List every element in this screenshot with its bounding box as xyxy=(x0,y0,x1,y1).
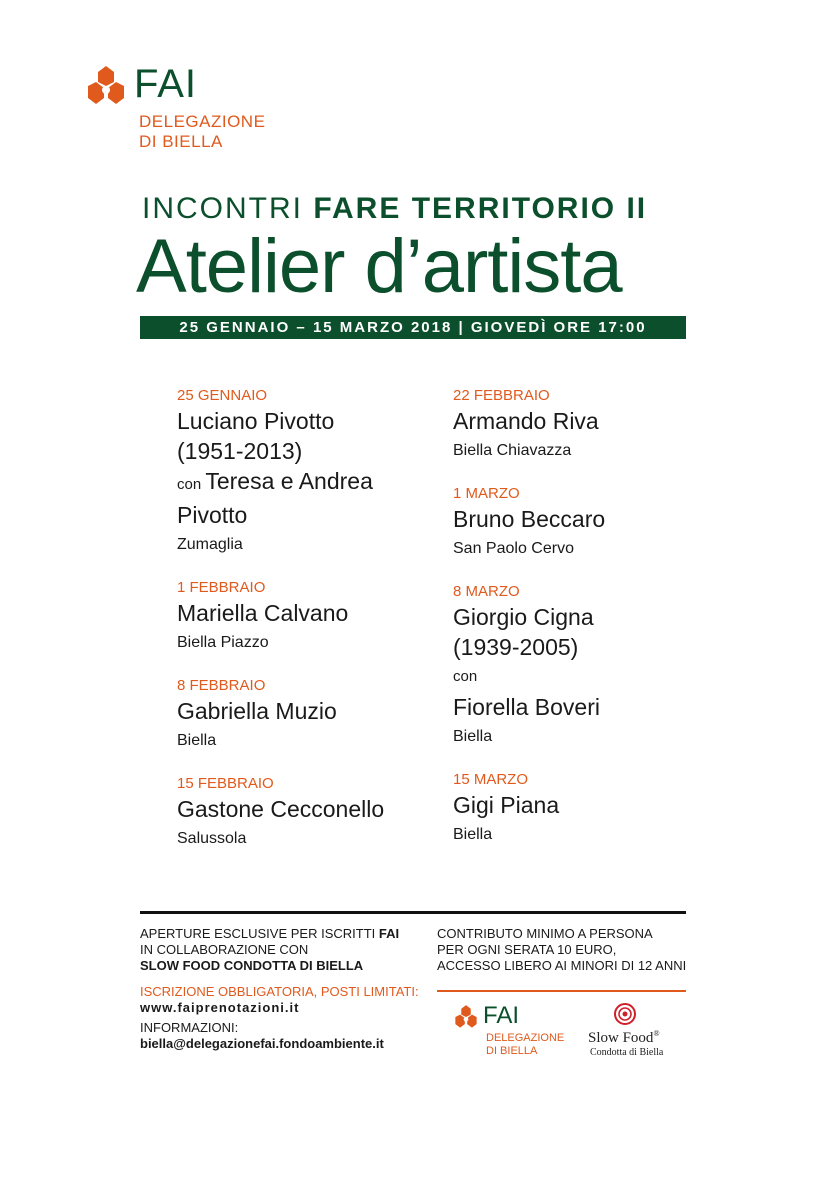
event-item xyxy=(453,484,703,560)
event-with-name: Fiorella Boveri xyxy=(453,694,600,720)
subtitle-light: INCONTRI xyxy=(142,192,303,225)
event-date: 1 MARZO xyxy=(453,485,520,502)
event-with xyxy=(177,466,427,500)
footer-left xyxy=(140,926,430,1052)
event-date: 15 FEBBRAIO xyxy=(177,775,274,792)
event-item xyxy=(177,386,427,556)
event-place: Biella xyxy=(177,732,217,749)
fai-trefoil-icon xyxy=(453,1004,479,1030)
event-place: San Paolo Cervo xyxy=(453,540,574,557)
footer-collab: IN COLLABORAZIONE CON xyxy=(140,942,309,957)
slowfood-name xyxy=(588,1029,660,1047)
event-artist: Gastone Cecconello xyxy=(177,796,385,822)
event-item xyxy=(177,774,427,850)
fai-logo-name: FAI xyxy=(134,62,198,106)
page-title: Atelier d’artista xyxy=(136,224,622,309)
program-column-left xyxy=(177,386,427,872)
event-date: 15 MARZO xyxy=(453,771,529,788)
fai-trefoil-icon xyxy=(84,64,128,108)
event-date: 1 FEBBRAIO xyxy=(177,579,266,596)
fai-logo-line2: DI BIELLA xyxy=(139,132,223,151)
booking-link[interactable]: www.faiprenotazioni.it xyxy=(140,1000,300,1015)
event-date: 22 FEBBRAIO xyxy=(453,387,550,404)
event-place: Zumaglia xyxy=(177,536,243,553)
footer-contribution-1: CONTRIBUTO MINIMO A PERSONA xyxy=(437,926,653,941)
event-item xyxy=(453,582,703,748)
event-date: 8 FEBBRAIO xyxy=(177,677,266,694)
event-with-name: Teresa e Andrea xyxy=(205,468,373,494)
event-artist: Luciano Pivotto xyxy=(177,408,335,434)
event-artist-years: (1951-2013) xyxy=(177,438,303,464)
footer-orange-divider xyxy=(437,990,686,992)
fai-logo-line1: DELEGAZIONE xyxy=(139,112,266,131)
event-place: Biella xyxy=(453,728,493,745)
info-email-link[interactable]: biella@delegazionefai.fondoambiente.it xyxy=(140,1036,384,1051)
slowfood-sub: Condotta di Biella xyxy=(590,1047,664,1058)
event-artist: Gigi Piana xyxy=(453,792,560,818)
fai-logo xyxy=(84,62,284,152)
event-with-word: con xyxy=(453,668,478,685)
footer-booking: ISCRIZIONE OBBLIGATORIA, POSTI LIMITATI: xyxy=(140,984,419,999)
event-artist: Mariella Calvano xyxy=(177,600,349,626)
fai-footer-logo xyxy=(453,1002,573,1062)
slowfood-name-text: Slow Food xyxy=(588,1030,654,1046)
footer-exclusive-text: APERTURE ESCLUSIVE PER ISCRITTI xyxy=(140,926,379,941)
footer-exclusive-fai: FAI xyxy=(378,926,400,941)
slowfood-registered: ® xyxy=(653,1029,660,1038)
footer-info-label: INFORMAZIONI: xyxy=(140,1020,239,1035)
event-item xyxy=(177,676,427,752)
slowfood-logo xyxy=(588,1002,688,1062)
event-with-word: con xyxy=(177,476,202,493)
event-date: 25 GENNAIO xyxy=(177,387,268,404)
event-place: Biella Piazzo xyxy=(177,634,269,651)
fai-footer-line1: DELEGAZIONE xyxy=(486,1032,565,1044)
event-item xyxy=(453,386,703,462)
event-with-name-cont: Pivotto xyxy=(177,502,248,528)
footer-right xyxy=(437,926,697,974)
snail-icon xyxy=(613,1002,637,1026)
event-item xyxy=(177,578,427,654)
subtitle-bold: FARE TERRITORIO II xyxy=(313,192,648,225)
program-column-right xyxy=(453,386,703,868)
footer-contribution-2: PER OGNI SERATA 10 EURO, xyxy=(437,942,617,957)
footer-contribution-3: ACCESSO LIBERO AI MINORI DI 12 ANNI xyxy=(437,958,687,973)
event-place: Biella Chiavazza xyxy=(453,442,572,459)
fai-footer-name: FAI xyxy=(483,1002,520,1029)
event-artist: Giorgio Cigna xyxy=(453,604,594,630)
event-item xyxy=(453,770,703,846)
fai-footer-line2: DI BIELLA xyxy=(486,1045,538,1057)
subtitle xyxy=(142,192,647,226)
event-artist: Bruno Beccaro xyxy=(453,506,606,532)
event-artist-years: (1939-2005) xyxy=(453,634,579,660)
event-date: 8 MARZO xyxy=(453,583,520,600)
footer-slowfood: SLOW FOOD CONDOTTA DI BIELLA xyxy=(140,958,364,973)
footer-divider xyxy=(140,911,686,914)
date-bar: 25 GENNAIO – 15 MARZO 2018 | GIOVEDÌ ORE 17:00 xyxy=(140,316,686,339)
footer-exclusive xyxy=(140,926,430,942)
event-place: Biella xyxy=(453,826,493,843)
event-artist: Gabriella Muzio xyxy=(177,698,337,724)
event-place: Salussola xyxy=(177,830,247,847)
event-artist: Armando Riva xyxy=(453,408,599,434)
